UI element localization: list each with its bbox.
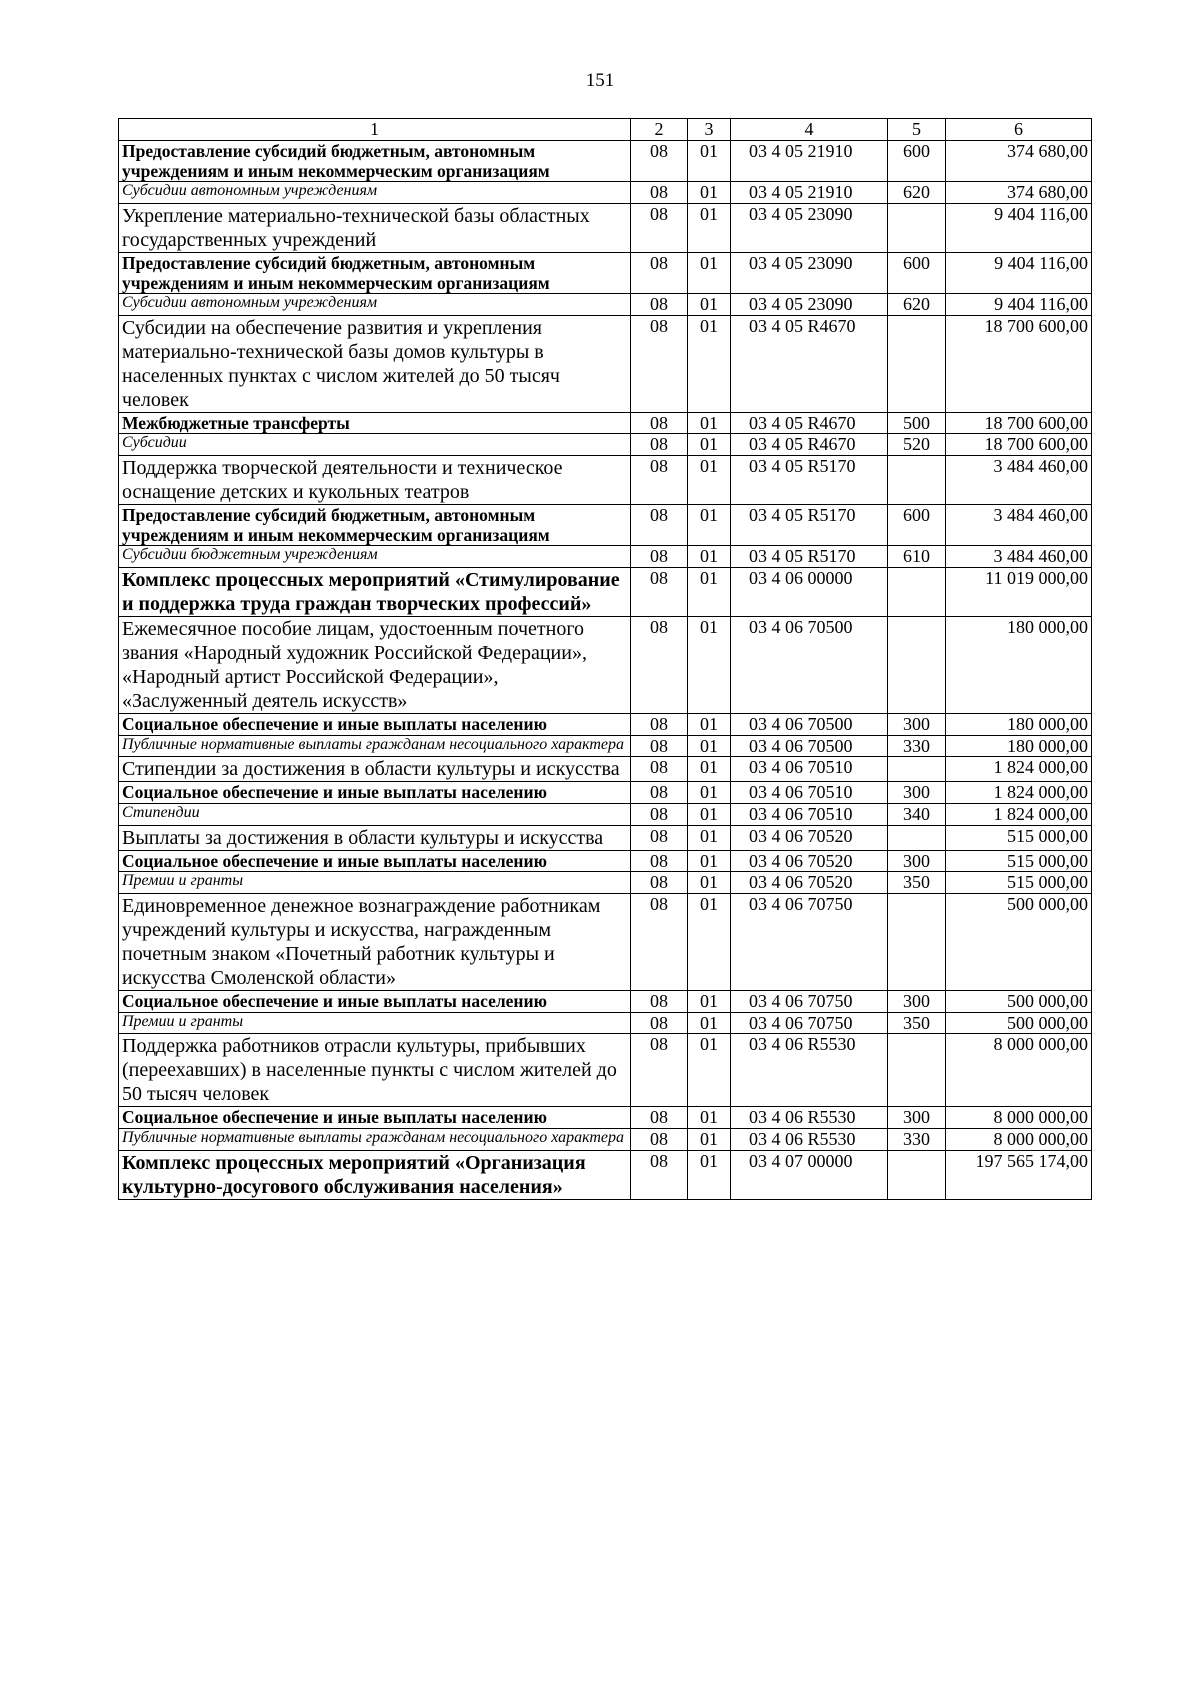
expense-type-cell: 520 bbox=[888, 434, 946, 456]
subsection-cell: 01 bbox=[688, 203, 731, 252]
budget-table bbox=[118, 118, 1092, 1200]
row-name-cell: Укрепление материально-технической базы областных государственных учреждений bbox=[119, 203, 631, 252]
table-row bbox=[119, 713, 1092, 735]
target-article-cell: 03 4 05 21910 bbox=[731, 140, 888, 181]
subsection-cell: 01 bbox=[688, 455, 731, 504]
row-name-cell: Социальное обеспечение и иные выплаты населению bbox=[119, 850, 631, 872]
amount-cell: 9 404 116,00 bbox=[946, 203, 1092, 252]
target-article-cell: 03 4 07 00000 bbox=[731, 1150, 888, 1199]
target-article-cell: 03 4 06 70750 bbox=[731, 1012, 888, 1034]
subsection-cell: 01 bbox=[688, 412, 731, 434]
section-cell: 08 bbox=[631, 850, 688, 872]
target-article-cell: 03 4 05 21910 bbox=[731, 181, 888, 203]
section-cell: 08 bbox=[631, 782, 688, 804]
table-row bbox=[119, 1012, 1092, 1034]
table-row bbox=[119, 1034, 1092, 1107]
subsection-cell: 01 bbox=[688, 713, 731, 735]
row-name-cell: Субсидии bbox=[119, 434, 631, 456]
section-cell: 08 bbox=[631, 293, 688, 315]
target-article-cell: 03 4 06 70500 bbox=[731, 713, 888, 735]
target-article-cell: 03 4 06 70510 bbox=[731, 757, 888, 782]
amount-cell: 500 000,00 bbox=[946, 1012, 1092, 1034]
subsection-cell: 01 bbox=[688, 567, 731, 616]
amount-cell: 1 824 000,00 bbox=[946, 782, 1092, 804]
section-cell: 08 bbox=[631, 567, 688, 616]
target-article-cell: 03 4 06 70520 bbox=[731, 850, 888, 872]
amount-cell: 18 700 600,00 bbox=[946, 412, 1092, 434]
target-article-cell: 03 4 05 R4670 bbox=[731, 434, 888, 456]
row-name-cell: Публичные нормативные выплаты гражданам несоциального характера bbox=[119, 1129, 631, 1151]
section-cell: 08 bbox=[631, 803, 688, 825]
section-cell: 08 bbox=[631, 735, 688, 757]
table-row bbox=[119, 1150, 1092, 1199]
amount-cell: 1 824 000,00 bbox=[946, 757, 1092, 782]
target-article-cell: 03 4 05 23090 bbox=[731, 293, 888, 315]
row-name-cell: Межбюджетные трансферты bbox=[119, 412, 631, 434]
amount-cell: 515 000,00 bbox=[946, 872, 1092, 894]
subsection-cell: 01 bbox=[688, 825, 731, 850]
section-cell: 08 bbox=[631, 1034, 688, 1107]
table-row bbox=[119, 850, 1092, 872]
amount-cell: 18 700 600,00 bbox=[946, 434, 1092, 456]
target-article-cell: 03 4 05 R4670 bbox=[731, 315, 888, 412]
subsection-cell: 01 bbox=[688, 181, 731, 203]
section-cell: 08 bbox=[631, 412, 688, 434]
section-cell: 08 bbox=[631, 455, 688, 504]
table-row bbox=[119, 782, 1092, 804]
header-cell: 5 bbox=[888, 119, 946, 141]
target-article-cell: 03 4 06 70510 bbox=[731, 803, 888, 825]
table-row bbox=[119, 567, 1092, 616]
expense-type-cell: 620 bbox=[888, 293, 946, 315]
amount-cell: 180 000,00 bbox=[946, 616, 1092, 713]
row-name-cell: Премии и гранты bbox=[119, 1012, 631, 1034]
amount-cell: 1 824 000,00 bbox=[946, 803, 1092, 825]
expense-type-cell bbox=[888, 757, 946, 782]
table-row bbox=[119, 412, 1092, 434]
target-article-cell: 03 4 06 70510 bbox=[731, 782, 888, 804]
subsection-cell: 01 bbox=[688, 735, 731, 757]
header-cell: 4 bbox=[731, 119, 888, 141]
amount-cell: 9 404 116,00 bbox=[946, 293, 1092, 315]
expense-type-cell bbox=[888, 616, 946, 713]
table-row bbox=[119, 757, 1092, 782]
section-cell: 08 bbox=[631, 894, 688, 991]
header-row bbox=[119, 119, 1092, 141]
target-article-cell: 03 4 05 23090 bbox=[731, 252, 888, 293]
section-cell: 08 bbox=[631, 546, 688, 568]
table-row bbox=[119, 825, 1092, 850]
section-cell: 08 bbox=[631, 713, 688, 735]
row-name-cell: Социальное обеспечение и иные выплаты населению bbox=[119, 991, 631, 1013]
expense-type-cell: 600 bbox=[888, 504, 946, 545]
section-cell: 08 bbox=[631, 315, 688, 412]
header-cell: 2 bbox=[631, 119, 688, 141]
table-row bbox=[119, 181, 1092, 203]
row-name-cell: Поддержка творческой деятельности и техническое оснащение детских и кукольных театров bbox=[119, 455, 631, 504]
amount-cell: 515 000,00 bbox=[946, 850, 1092, 872]
section-cell: 08 bbox=[631, 203, 688, 252]
row-name-cell: Предоставление субсидий бюджетным, автономным учреждениям и иным некоммерческим организациям bbox=[119, 252, 631, 293]
header-cell: 1 bbox=[119, 119, 631, 141]
expense-type-cell bbox=[888, 894, 946, 991]
subsection-cell: 01 bbox=[688, 757, 731, 782]
target-article-cell: 03 4 06 70520 bbox=[731, 825, 888, 850]
row-name-cell: Субсидии автономным учреждениям bbox=[119, 293, 631, 315]
target-article-cell: 03 4 06 R5530 bbox=[731, 1129, 888, 1151]
expense-type-cell: 350 bbox=[888, 1012, 946, 1034]
target-article-cell: 03 4 05 R5170 bbox=[731, 504, 888, 545]
expense-type-cell: 500 bbox=[888, 412, 946, 434]
amount-cell: 3 484 460,00 bbox=[946, 546, 1092, 568]
target-article-cell: 03 4 06 R5530 bbox=[731, 1107, 888, 1129]
row-name-cell: Социальное обеспечение и иные выплаты населению bbox=[119, 782, 631, 804]
section-cell: 08 bbox=[631, 872, 688, 894]
table-row bbox=[119, 1129, 1092, 1151]
row-name-cell: Премии и гранты bbox=[119, 872, 631, 894]
expense-type-cell bbox=[888, 567, 946, 616]
subsection-cell: 01 bbox=[688, 894, 731, 991]
subsection-cell: 01 bbox=[688, 1012, 731, 1034]
row-name-cell: Стипендии bbox=[119, 803, 631, 825]
subsection-cell: 01 bbox=[688, 293, 731, 315]
row-name-cell: Субсидии автономным учреждениям bbox=[119, 181, 631, 203]
subsection-cell: 01 bbox=[688, 803, 731, 825]
amount-cell: 374 680,00 bbox=[946, 181, 1092, 203]
subsection-cell: 01 bbox=[688, 140, 731, 181]
row-name-cell: Предоставление субсидий бюджетным, автономным учреждениям и иным некоммерческим организациям bbox=[119, 504, 631, 545]
subsection-cell: 01 bbox=[688, 1034, 731, 1107]
row-name-cell: Ежемесячное пособие лицам, удостоенным почетного звания «Народный художник Российской Федерации», «Народный артист Российской Федерации», «Заслуженный деятель искусств» bbox=[119, 616, 631, 713]
target-article-cell: 03 4 06 70750 bbox=[731, 894, 888, 991]
table-row bbox=[119, 252, 1092, 293]
row-name-cell: Субсидии бюджетным учреждениям bbox=[119, 546, 631, 568]
subsection-cell: 01 bbox=[688, 315, 731, 412]
section-cell: 08 bbox=[631, 1107, 688, 1129]
expense-type-cell bbox=[888, 1150, 946, 1199]
table-row bbox=[119, 894, 1092, 991]
table-row bbox=[119, 140, 1092, 181]
expense-type-cell: 340 bbox=[888, 803, 946, 825]
expense-type-cell: 620 bbox=[888, 181, 946, 203]
amount-cell: 3 484 460,00 bbox=[946, 504, 1092, 545]
section-cell: 08 bbox=[631, 1129, 688, 1151]
target-article-cell: 03 4 06 00000 bbox=[731, 567, 888, 616]
row-name-cell: Публичные нормативные выплаты гражданам несоциального характера bbox=[119, 735, 631, 757]
subsection-cell: 01 bbox=[688, 872, 731, 894]
subsection-cell: 01 bbox=[688, 616, 731, 713]
section-cell: 08 bbox=[631, 252, 688, 293]
target-article-cell: 03 4 05 R4670 bbox=[731, 412, 888, 434]
row-name-cell: Социальное обеспечение и иные выплаты населению bbox=[119, 713, 631, 735]
section-cell: 08 bbox=[631, 991, 688, 1013]
table-row bbox=[119, 616, 1092, 713]
amount-cell: 180 000,00 bbox=[946, 735, 1092, 757]
table-body bbox=[119, 140, 1092, 1199]
expense-type-cell bbox=[888, 1034, 946, 1107]
table-row bbox=[119, 315, 1092, 412]
expense-type-cell: 600 bbox=[888, 140, 946, 181]
expense-type-cell: 330 bbox=[888, 735, 946, 757]
target-article-cell: 03 4 05 23090 bbox=[731, 203, 888, 252]
section-cell: 08 bbox=[631, 504, 688, 545]
section-cell: 08 bbox=[631, 757, 688, 782]
section-cell: 08 bbox=[631, 1012, 688, 1034]
subsection-cell: 01 bbox=[688, 782, 731, 804]
row-name-cell: Комплекс процессных мероприятий «Организация культурно-досугового обслуживания населения» bbox=[119, 1150, 631, 1199]
section-cell: 08 bbox=[631, 616, 688, 713]
amount-cell: 197 565 174,00 bbox=[946, 1150, 1092, 1199]
subsection-cell: 01 bbox=[688, 1150, 731, 1199]
amount-cell: 515 000,00 bbox=[946, 825, 1092, 850]
section-cell: 08 bbox=[631, 434, 688, 456]
section-cell: 08 bbox=[631, 181, 688, 203]
amount-cell: 18 700 600,00 bbox=[946, 315, 1092, 412]
expense-type-cell: 330 bbox=[888, 1129, 946, 1151]
amount-cell: 11 019 000,00 bbox=[946, 567, 1092, 616]
amount-cell: 8 000 000,00 bbox=[946, 1034, 1092, 1107]
amount-cell: 3 484 460,00 bbox=[946, 455, 1092, 504]
subsection-cell: 01 bbox=[688, 850, 731, 872]
row-name-cell: Стипендии за достижения в области культуры и искусства bbox=[119, 757, 631, 782]
expense-type-cell: 300 bbox=[888, 782, 946, 804]
target-article-cell: 03 4 06 70520 bbox=[731, 872, 888, 894]
subsection-cell: 01 bbox=[688, 1129, 731, 1151]
header-cell: 3 bbox=[688, 119, 731, 141]
section-cell: 08 bbox=[631, 1150, 688, 1199]
table-row bbox=[119, 293, 1092, 315]
expense-type-cell: 300 bbox=[888, 850, 946, 872]
row-name-cell: Единовременное денежное вознаграждение работникам учреждений культуры и искусства, награжденным почетным знаком «Почетный работник культуры и искусства Смоленской области» bbox=[119, 894, 631, 991]
subsection-cell: 01 bbox=[688, 1107, 731, 1129]
expense-type-cell bbox=[888, 203, 946, 252]
table-row bbox=[119, 203, 1092, 252]
expense-type-cell: 300 bbox=[888, 1107, 946, 1129]
table-row bbox=[119, 1107, 1092, 1129]
row-name-cell: Социальное обеспечение и иные выплаты населению bbox=[119, 1107, 631, 1129]
table-row bbox=[119, 803, 1092, 825]
expense-type-cell: 300 bbox=[888, 991, 946, 1013]
amount-cell: 500 000,00 bbox=[946, 894, 1092, 991]
expense-type-cell bbox=[888, 825, 946, 850]
amount-cell: 180 000,00 bbox=[946, 713, 1092, 735]
subsection-cell: 01 bbox=[688, 252, 731, 293]
section-cell: 08 bbox=[631, 825, 688, 850]
table-row bbox=[119, 434, 1092, 456]
row-name-cell: Выплаты за достижения в области культуры и искусства bbox=[119, 825, 631, 850]
expense-type-cell: 600 bbox=[888, 252, 946, 293]
subsection-cell: 01 bbox=[688, 546, 731, 568]
amount-cell: 374 680,00 bbox=[946, 140, 1092, 181]
row-name-cell: Субсидии на обеспечение развития и укрепления материально-технической базы домов культуры в населенных пунктах с числом жителей до 50 тысяч человек bbox=[119, 315, 631, 412]
table-row bbox=[119, 546, 1092, 568]
amount-cell: 8 000 000,00 bbox=[946, 1129, 1092, 1151]
expense-type-cell: 300 bbox=[888, 713, 946, 735]
subsection-cell: 01 bbox=[688, 434, 731, 456]
amount-cell: 500 000,00 bbox=[946, 991, 1092, 1013]
header-cell: 6 bbox=[946, 119, 1092, 141]
amount-cell: 8 000 000,00 bbox=[946, 1107, 1092, 1129]
target-article-cell: 03 4 06 70500 bbox=[731, 616, 888, 713]
expense-type-cell: 610 bbox=[888, 546, 946, 568]
amount-cell: 9 404 116,00 bbox=[946, 252, 1092, 293]
expense-type-cell bbox=[888, 315, 946, 412]
target-article-cell: 03 4 06 70500 bbox=[731, 735, 888, 757]
target-article-cell: 03 4 05 R5170 bbox=[731, 455, 888, 504]
subsection-cell: 01 bbox=[688, 991, 731, 1013]
expense-type-cell: 350 bbox=[888, 872, 946, 894]
target-article-cell: 03 4 06 R5530 bbox=[731, 1034, 888, 1107]
expense-type-cell bbox=[888, 455, 946, 504]
table-row bbox=[119, 455, 1092, 504]
row-name-cell: Комплекс процессных мероприятий «Стимулирование и поддержка труда граждан творческих профессий» bbox=[119, 567, 631, 616]
table-row bbox=[119, 991, 1092, 1013]
section-cell: 08 bbox=[631, 140, 688, 181]
page-number: 151 bbox=[585, 70, 615, 91]
target-article-cell: 03 4 06 70750 bbox=[731, 991, 888, 1013]
table-row bbox=[119, 735, 1092, 757]
subsection-cell: 01 bbox=[688, 504, 731, 545]
table-row bbox=[119, 872, 1092, 894]
target-article-cell: 03 4 05 R5170 bbox=[731, 546, 888, 568]
row-name-cell: Предоставление субсидий бюджетным, автономным учреждениям и иным некоммерческим организациям bbox=[119, 140, 631, 181]
row-name-cell: Поддержка работников отрасли культуры, прибывших (переехавших) в населенные пункты с числом жителей до 50 тысяч человек bbox=[119, 1034, 631, 1107]
table-row bbox=[119, 504, 1092, 545]
